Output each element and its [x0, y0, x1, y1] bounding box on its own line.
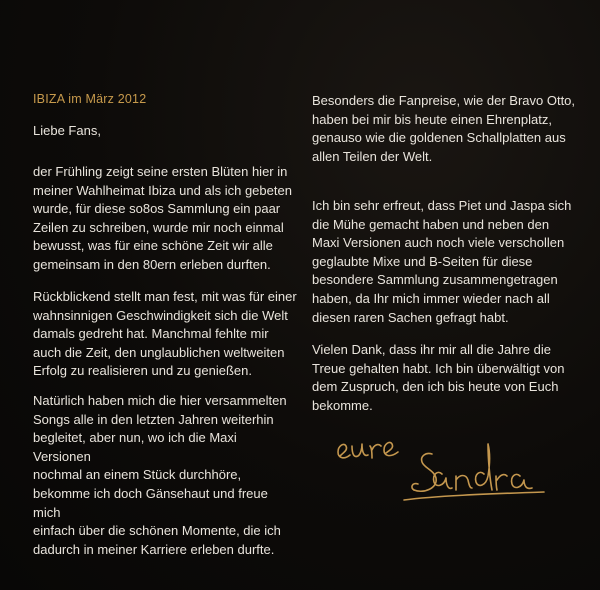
dateline: IBIZA im März 2012	[33, 92, 147, 106]
paragraph-1: der Frühling zeigt seine ersten Blüten hier in meiner Wahlheimat Ibiza und als ich gebeten wurde, für diese so8os Sammlung ein paar Zeilen zu schreiben, wurde mir noch einmal bewusst, was für eine schöne Zeit wir alle gemeinsam in den 80ern erleben durften.	[33, 164, 292, 272]
paragraph-4: Besonders die Fanpreise, wie der Bravo Otto, haben bei mir bis heute einen Ehrenplatz, genauso wie die goldenen Schallplatten aus allen Teilen der Welt.	[312, 93, 576, 164]
greeting: Liebe Fans,	[33, 123, 101, 138]
paragraph-2: Rückblickend stellt man fest, mit was für einer wahnsinnigen Geschwindigkeit sich die Welt damals gedreht hat. Manchmal fehlte mir auch die Zeit, den unglaublichen weltweiten Erfolg zu realisieren und zu genießen.	[33, 289, 297, 379]
handwritten-signature	[334, 430, 554, 525]
paragraph-5: Ich bin sehr erfreut, dass Piet und Jaspa sich die Mühe gemacht haben und neben den Maxi Versionen auch noch viele verschollen geglaubte Mixe und B-Seiten für diese besondere Sammlung zusammengetragen haben, da Ihr mich immer wieder nach all diesen raren Sachen gefragt habt.	[312, 198, 572, 325]
paragraph-6: Vielen Dank, dass ihr mir all die Jahre die Treue gehalten habt. Ich bin überwältigt von dem Zuspruch, den ich bis heute von Euch bekomme.	[312, 342, 565, 413]
paragraph-3: Natürlich haben mich die hier versammelten Songs alle in den letzten Jahren weiterhin begleitet, aber nun, wo ich die Maxi Versionen nochmal an einem Stück durchhöre, bekomme ich doch Gänsehaut und freue mich einfach über die schönen Momente, die ich dadurch in meiner Karriere erleben durfte.	[33, 393, 287, 557]
